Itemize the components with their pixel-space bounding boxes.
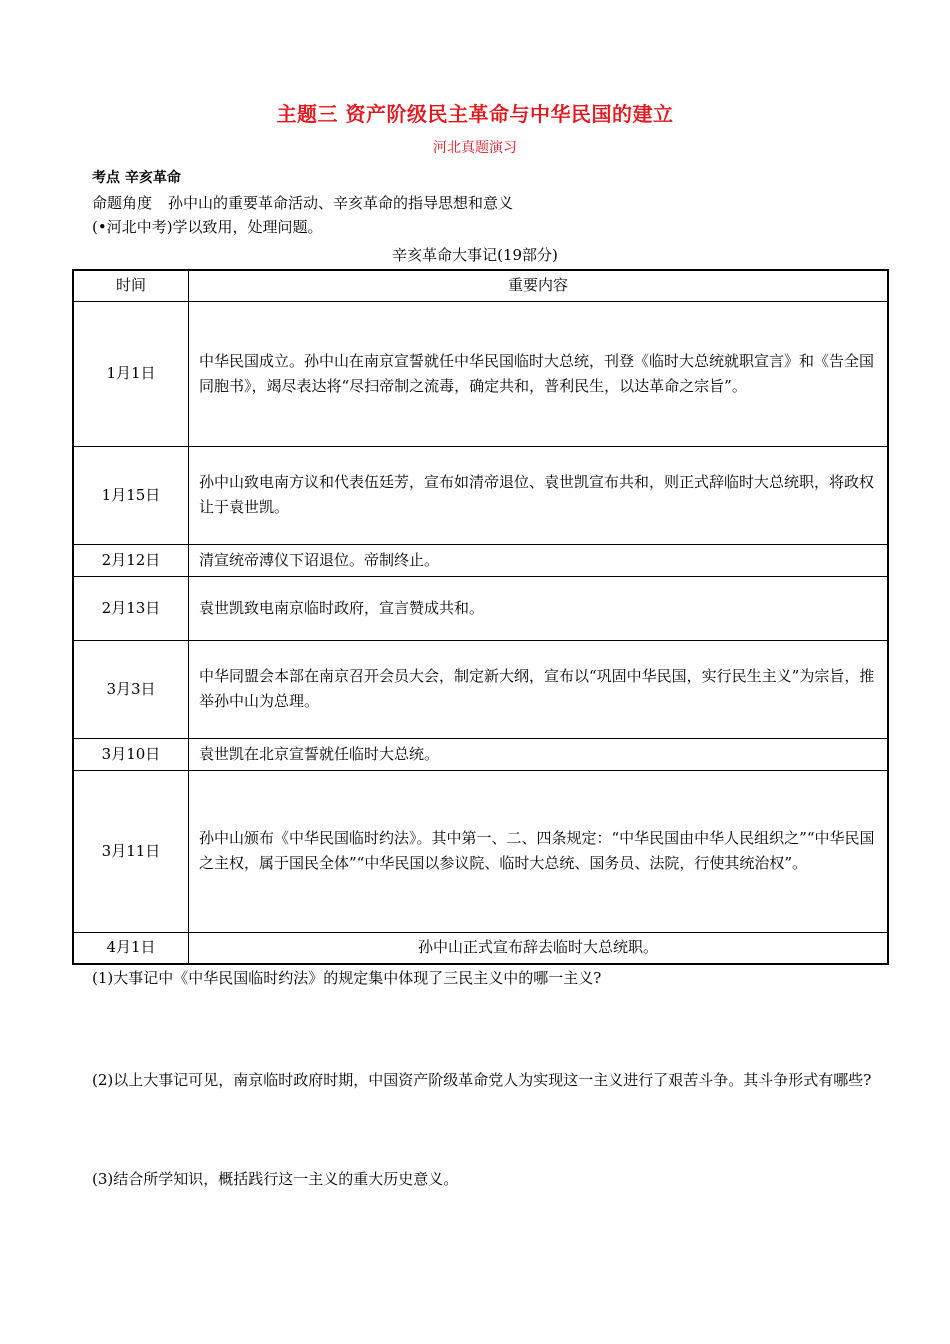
row-date: 3月11日 [73,770,189,932]
source-line: (•河北中考)学以致用，处理问题。 [92,218,323,236]
row-date: 1月15日 [73,446,189,544]
section-subtitle: 河北真题演习 [433,140,517,156]
question-2: (2)以上大事记可见，南京临时政府时期，中国资产阶级革命党人为实现这一主义进行了艰苦斗争。其斗争形式有哪些? [92,1071,872,1089]
table-row [73,770,888,932]
row-content: 袁世凯致电南京临时政府，宣言赞成共和。 [189,576,889,640]
question-1: (1)大事记中《中华民国临时约法》的规定集中体现了三民主义中的哪一主义? [92,969,602,987]
table-row [73,446,888,544]
table-row [73,640,888,738]
row-content: 中华民国成立。孙中山在南京宣誓就任中华民国临时大总统，刊登《临时大总统就职宣言》和《告全国同胞书》，竭尽表达将“尽扫帝制之流毒，确定共和，普利民生，以达革命之宗旨”。 [189,301,889,446]
table-row [73,738,888,770]
table-row [73,301,888,446]
header-content: 重要内容 [189,270,889,301]
row-content: 清宣统帝溥仪下诏退位。帝制终止。 [189,544,889,576]
row-content: 袁世凯在北京宣誓就任临时大总统。 [189,738,889,770]
question-angle-label: 命题角度 [92,194,153,212]
row-content: 中华同盟会本部在南京召开会员大会，制定新大纲，宣布以“巩固中华民国，实行民生主义”为宗旨，推举孙中山为总理。 [189,640,889,738]
row-date: 3月10日 [73,738,189,770]
question-3: (3)结合所学知识，概括践行这一主义的重大历史意义。 [92,1170,459,1188]
table-row [73,576,888,640]
events-table [72,269,889,965]
question-angle-text: 孙中山的重要革命活动、辛亥革命的指导思想和意义 [168,194,514,212]
row-date: 3月3日 [73,640,189,738]
row-date: 2月12日 [73,544,189,576]
row-date: 2月13日 [73,576,189,640]
table-row [73,544,888,576]
row-date: 1月1日 [73,301,189,446]
row-content: 孙中山致电南方议和代表伍廷芳，宣布如清帝退位、袁世凯宣布共和，则正式辞临时大总统职，将政权让于袁世凯。 [189,446,889,544]
row-content: 孙中山正式宣布辞去临时大总统职。 [189,932,889,964]
row-content: 孙中山颁布《中华民国临时约法》。其中第一、二、四条规定：“中华民国由中华人民组织之”“中华民国之主权，属于国民全体”“中华民国以参议院、临时大总统、国务员、法院，行使其统治权”。 [189,770,889,932]
header-date: 时间 [73,270,189,301]
page-title: 主题三 资产阶级民主革命与中华民国的建立 [276,102,674,126]
table-header-row [73,270,888,301]
row-date: 4月1日 [73,932,189,964]
table-caption: 辛亥革命大事记(19部分) [392,246,558,264]
question-angle-line [92,192,513,213]
exam-point-heading: 考点 辛亥革命 [92,170,181,186]
table-row [73,932,888,964]
